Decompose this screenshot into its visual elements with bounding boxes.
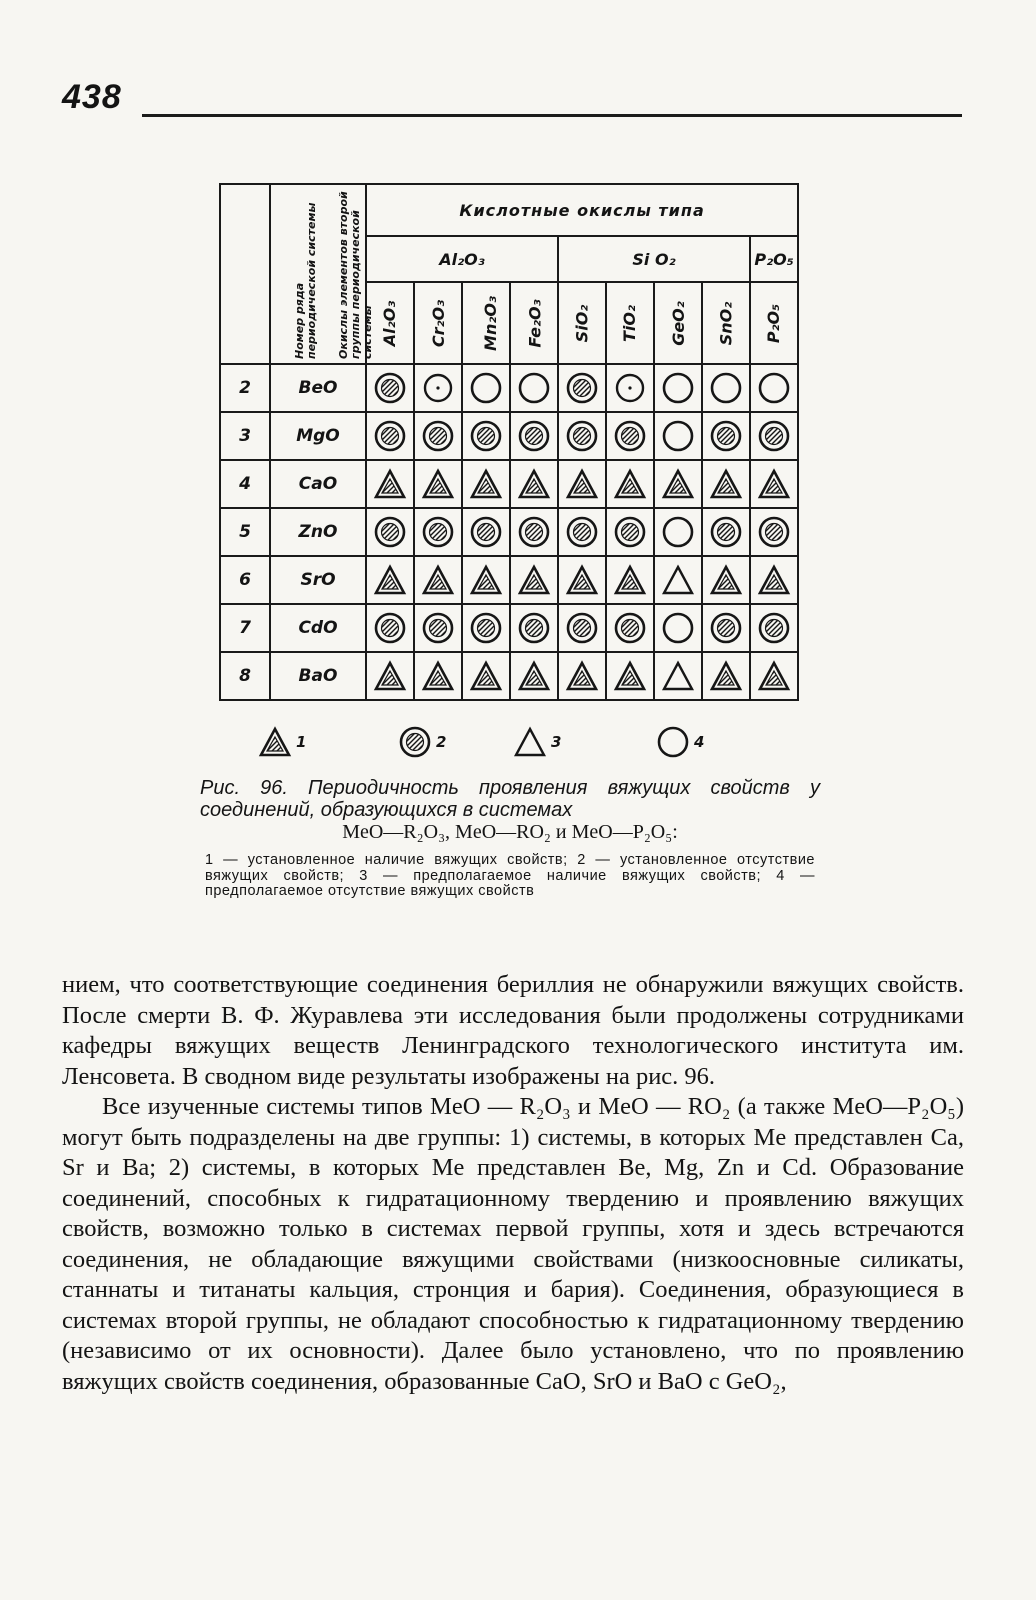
- circle-hatched-icon: [565, 371, 599, 405]
- symbol-cell: [558, 604, 606, 652]
- symbol-cell: [702, 604, 750, 652]
- symbol-cell: [366, 508, 414, 556]
- row-number: 5: [220, 508, 270, 556]
- oxide-column-header: Al₂O₃: [366, 282, 414, 364]
- table-row: [220, 652, 798, 700]
- circle-hatched-icon: [709, 515, 743, 549]
- symbol-cell: [414, 364, 462, 412]
- row-oxide: CaO: [270, 460, 366, 508]
- symbol-cell: [606, 412, 654, 460]
- acid-oxides-title: Кислотные окислы типа: [366, 184, 798, 236]
- circle-hatched-icon: [709, 419, 743, 453]
- symbol-cell: [750, 508, 798, 556]
- figure-caption: [200, 777, 820, 843]
- triangle-empty-icon: [661, 563, 695, 597]
- triangle-hatched-icon: [373, 467, 407, 501]
- circle-empty-icon: [709, 371, 743, 405]
- triangle-hatched-icon: [469, 659, 503, 693]
- circle-empty-icon: [469, 371, 503, 405]
- table-row: [220, 460, 798, 508]
- row-oxide: MgO: [270, 412, 366, 460]
- symbol-cell: [510, 508, 558, 556]
- symbol-cell: [558, 652, 606, 700]
- row-number: 6: [220, 556, 270, 604]
- circle-empty-icon: [757, 371, 791, 405]
- symbol-cell: [510, 460, 558, 508]
- circle-dot-icon: [613, 371, 647, 405]
- symbol-cell: [750, 556, 798, 604]
- triangle-hatched-icon: [517, 563, 551, 597]
- circle-empty-icon: [661, 419, 695, 453]
- symbol-cell: [654, 364, 702, 412]
- circle-hatched-icon: [373, 515, 407, 549]
- triangle-hatched-icon: [469, 467, 503, 501]
- triangle-hatched-icon: [757, 467, 791, 501]
- oxide-column-header: GeO₂: [654, 282, 702, 364]
- symbol-cell: [414, 556, 462, 604]
- symbol-cell: [558, 364, 606, 412]
- row-oxide: SrO: [270, 556, 366, 604]
- circle-hatched-icon: [613, 419, 647, 453]
- symbol-cell: [510, 364, 558, 412]
- oxide-column-header: Fe₂O₃: [510, 282, 558, 364]
- row-number: 2: [220, 364, 270, 412]
- symbol-cell: [606, 460, 654, 508]
- symbol-cell: [414, 412, 462, 460]
- table-row: [220, 556, 798, 604]
- symbol-cell: [414, 460, 462, 508]
- circle-hatched-icon: [565, 611, 599, 645]
- row-oxide: CdO: [270, 604, 366, 652]
- symbol-cell: [414, 604, 462, 652]
- row-number: 8: [220, 652, 270, 700]
- oxide-column-header: Mn₂O₃: [462, 282, 510, 364]
- triangle-hatched-icon: [613, 659, 647, 693]
- triangle-empty-icon: [513, 725, 547, 759]
- circle-empty-icon: [661, 371, 695, 405]
- triangle-hatched-icon: [613, 467, 647, 501]
- circle-hatched-icon: [398, 725, 432, 759]
- triangle-hatched-icon: [709, 467, 743, 501]
- circle-hatched-small-icon: [373, 371, 407, 405]
- table-row: [220, 604, 798, 652]
- symbol-cell: [654, 652, 702, 700]
- circle-hatched-icon: [613, 611, 647, 645]
- symbol-cell: [366, 604, 414, 652]
- symbol-cell: [462, 460, 510, 508]
- row-oxide: ZnO: [270, 508, 366, 556]
- circle-hatched-icon: [613, 515, 647, 549]
- symbol-cell: [606, 508, 654, 556]
- triangle-hatched-icon: [757, 563, 791, 597]
- symbol-cell: [462, 604, 510, 652]
- symbol-cell: [414, 652, 462, 700]
- symbol-cell: [366, 460, 414, 508]
- legend-item: 3: [513, 725, 561, 759]
- symbol-cell: [462, 364, 510, 412]
- circle-empty-icon: [661, 515, 695, 549]
- symbol-cell: [510, 556, 558, 604]
- oxide-column-header: Cr₂O₃: [414, 282, 462, 364]
- circle-hatched-icon: [517, 611, 551, 645]
- triangle-hatched-icon: [709, 659, 743, 693]
- row-oxide: BeO: [270, 364, 366, 412]
- circle-empty-icon: [517, 371, 551, 405]
- circle-hatched-icon: [565, 419, 599, 453]
- triangle-hatched-icon: [565, 563, 599, 597]
- row-number: 7: [220, 604, 270, 652]
- symbol-cell: [462, 652, 510, 700]
- symbol-cell: [462, 556, 510, 604]
- circle-hatched-icon: [517, 515, 551, 549]
- triangle-hatched-icon: [613, 563, 647, 597]
- circle-hatched-icon: [709, 611, 743, 645]
- symbol-cell: [510, 604, 558, 652]
- symbol-cell: [750, 460, 798, 508]
- triangle-hatched-icon: [661, 467, 695, 501]
- circle-hatched-icon: [421, 515, 455, 549]
- row-number-header: Номер ряда периодической системы: [220, 184, 270, 364]
- symbol-cell: [366, 556, 414, 604]
- symbol-cell: [510, 652, 558, 700]
- triangle-hatched-icon: [565, 659, 599, 693]
- triangle-hatched-icon: [469, 563, 503, 597]
- oxide-column-header: SnO₂: [702, 282, 750, 364]
- symbol-cell: [606, 652, 654, 700]
- symbol-cell: [654, 508, 702, 556]
- triangle-hatched-icon: [517, 659, 551, 693]
- symbol-cell: [750, 652, 798, 700]
- triangle-hatched-icon: [421, 563, 455, 597]
- caption-formula: MeO—R₂O₃, MeO—RO₂ и MeO—P₂O₅:: [342, 821, 678, 843]
- paragraph: Все изученные системы типов MeO — R₂O₃ и MeO — RO₂ (а также MeO—P₂O₅) могут быть подразделены на две группы: 1) системы, в которых Me представлен Ca, Sr и Ba; 2) системы, в которых Me представлен Be, Mg, Zn и Cd. Образование соединений, способных к гидратационному твердению и проявлению вяжущих свойств, возможно только в системах первой группы, хотя и здесь встречаются соединения, не обладающие вяжущими свойствами (низкоосновные силикаты, станнаты и титанаты кальция, стронция и бария). Соединения, образующиеся в системах второй группы, не обладают способностью к гидратационному твердению (независимо от их основности). Далее было установлено, что по проявлению вяжущих свойств соединения, образованные CaO, SrO и BaO с GeO₂,: [62, 1093, 964, 1395]
- circle-hatched-icon: [373, 611, 407, 645]
- legend-item: 1: [258, 725, 306, 759]
- circle-hatched-icon: [421, 419, 455, 453]
- symbol-cell: [558, 412, 606, 460]
- table-row: [220, 364, 798, 412]
- symbol-cell: [510, 412, 558, 460]
- caption-title: Рис. 96. Периодичность проявления вяжущих свойств у соединений, образующихся в системах: [200, 777, 820, 821]
- circle-hatched-icon: [469, 611, 503, 645]
- legend-description: 1 — установленное наличие вяжущих свойств; 2 — установленное отсутствие вяжущих свойств; 3 — предполагаемое наличие вяжущих свойств; 4 — предполагаемое отсутствие вяжущих свойств: [205, 852, 815, 899]
- page-number: 438: [62, 78, 122, 116]
- symbol-cell: [702, 652, 750, 700]
- row-number: 4: [220, 460, 270, 508]
- figure-legend: [258, 725, 778, 765]
- symbol-cell: [702, 364, 750, 412]
- symbol-cell: [654, 604, 702, 652]
- triangle-empty-icon: [661, 659, 695, 693]
- symbol-cell: [366, 364, 414, 412]
- symbol-cell: [654, 412, 702, 460]
- symbol-cell: [750, 364, 798, 412]
- circle-hatched-icon: [565, 515, 599, 549]
- header-rule: [142, 114, 962, 117]
- triangle-hatched-icon: [421, 467, 455, 501]
- symbol-cell: [750, 604, 798, 652]
- circle-hatched-icon: [757, 419, 791, 453]
- row-number: 3: [220, 412, 270, 460]
- circle-hatched-icon: [469, 515, 503, 549]
- circle-empty-icon: [661, 611, 695, 645]
- paragraph: нием, что соответствующие соединения бериллия не обнаружили вяжущих свойств. После смерти В. Ф. Журавлева эти исследования были продолжены сотрудниками кафедры вяжущих веществ Ленинградского технологического института им. Ленсовета. В сводном виде результаты изображены на рис. 96.: [62, 971, 964, 1090]
- circle-hatched-icon: [373, 419, 407, 453]
- symbol-cell: [606, 364, 654, 412]
- table-body: [220, 364, 798, 700]
- table-row: [220, 412, 798, 460]
- legend-item: 2: [398, 725, 446, 759]
- row-oxide: BaO: [270, 652, 366, 700]
- triangle-hatched-icon: [258, 725, 292, 759]
- symbol-cell: [558, 508, 606, 556]
- symbol-cell: [462, 508, 510, 556]
- circle-hatched-icon: [757, 611, 791, 645]
- symbol-cell: [606, 604, 654, 652]
- oxide-column-header: TiO₂: [606, 282, 654, 364]
- symbol-cell: [414, 508, 462, 556]
- symbol-cell: [606, 556, 654, 604]
- legend-item: 4: [656, 725, 704, 759]
- triangle-hatched-icon: [565, 467, 599, 501]
- circle-hatched-icon: [517, 419, 551, 453]
- oxide-column-header: SiO₂: [558, 282, 606, 364]
- type-al2o3: Al₂O₃: [366, 236, 558, 282]
- triangle-hatched-icon: [373, 659, 407, 693]
- symbol-cell: [702, 508, 750, 556]
- symbol-cell: [558, 460, 606, 508]
- triangle-hatched-icon: [709, 563, 743, 597]
- symbol-cell: [750, 412, 798, 460]
- body-text: [62, 970, 964, 1397]
- symbol-cell: [558, 556, 606, 604]
- symbol-cell: [702, 556, 750, 604]
- circle-empty-icon: [656, 725, 690, 759]
- circle-dot-icon: [421, 371, 455, 405]
- triangle-hatched-icon: [373, 563, 407, 597]
- symbol-cell: [366, 652, 414, 700]
- symbol-cell: [702, 412, 750, 460]
- circle-hatched-icon: [757, 515, 791, 549]
- binding-properties-table: [219, 183, 799, 701]
- type-sio2: Si O₂: [558, 236, 750, 282]
- oxides-header: Окислы элементов второй группы периодической системы: [270, 184, 366, 364]
- table-row: [220, 508, 798, 556]
- triangle-hatched-icon: [757, 659, 791, 693]
- symbol-cell: [366, 412, 414, 460]
- symbol-cell: [462, 412, 510, 460]
- circle-hatched-icon: [421, 611, 455, 645]
- oxide-column-header: P₂O₅: [750, 282, 798, 364]
- triangle-hatched-icon: [517, 467, 551, 501]
- circle-hatched-icon: [469, 419, 503, 453]
- symbol-cell: [702, 460, 750, 508]
- type-p2o5: P₂O₅: [750, 236, 798, 282]
- triangle-hatched-icon: [421, 659, 455, 693]
- figure-96: [219, 183, 797, 693]
- symbol-cell: [654, 460, 702, 508]
- symbol-cell: [654, 556, 702, 604]
